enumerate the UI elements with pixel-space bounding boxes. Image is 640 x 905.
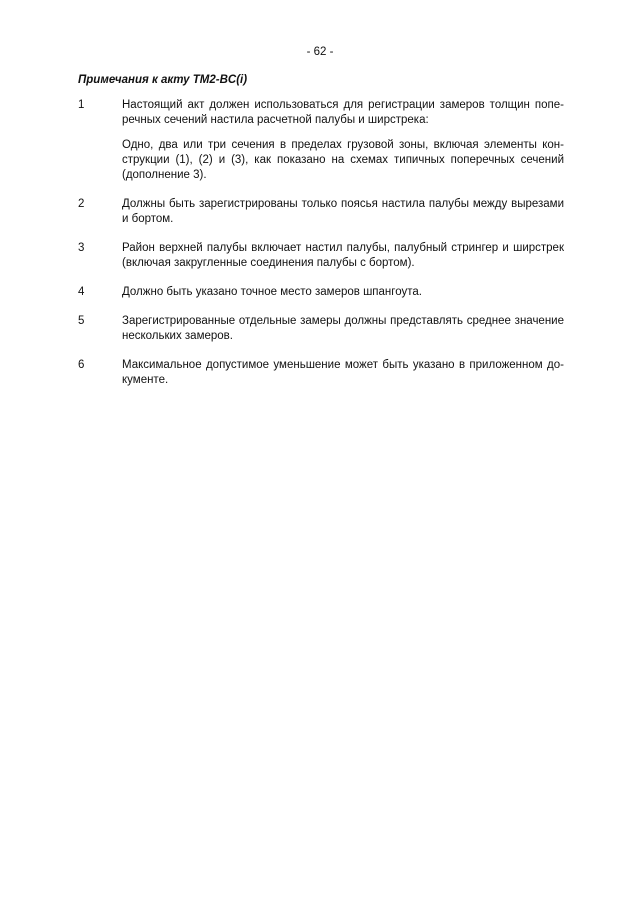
note-body <box>122 197 564 227</box>
note-number: 2 <box>78 198 85 210</box>
note-body <box>122 241 564 271</box>
note-paragraph: Настоящий акт должен использоваться для регистрации замеров толщин поперечных сечений настила расчетной палубы и ширстрека: <box>122 99 564 126</box>
note-body <box>122 98 564 183</box>
note-paragraph: Район верхней палубы включает настил палубы, палубный стрингер и ширстрек (включая закругленные соединения палубы с бортом). <box>122 242 564 269</box>
note-item <box>78 98 564 183</box>
note-paragraph: Зарегистрированные отдельные замеры должны представлять среднее значение нескольких замеров. <box>122 315 564 342</box>
notes-list <box>78 98 564 402</box>
note-item <box>78 197 564 227</box>
page-number: - 62 - <box>306 46 334 58</box>
note-paragraph: Должно быть указано точное место замеров шпангоута. <box>122 286 422 298</box>
note-number: 3 <box>78 242 85 254</box>
note-paragraph: Одно, два или три сечения в пределах грузовой зоны, включая элементы конструкции (1), (2) и (3), как показано на схемах типичных поперечных сечений (дополнение 3). <box>122 139 564 181</box>
notes-title: Примечания к акту TM2-BC(i) <box>78 74 248 86</box>
note-item <box>78 314 564 344</box>
note-body <box>122 314 564 344</box>
note-number: 5 <box>78 315 85 327</box>
note-item <box>78 358 564 388</box>
note-number: 1 <box>78 99 85 111</box>
note-paragraph: Должны быть зарегистрированы только поясья настила палубы между вырезами и бортом. <box>122 198 564 225</box>
note-item <box>78 241 564 271</box>
note-number: 6 <box>78 359 85 371</box>
note-body <box>122 358 564 388</box>
note-item <box>78 285 564 300</box>
note-number: 4 <box>78 286 85 298</box>
note-body <box>122 285 564 300</box>
note-paragraph: Максимальное допустимое уменьшение может быть указано в приложенном документе. <box>122 359 564 386</box>
